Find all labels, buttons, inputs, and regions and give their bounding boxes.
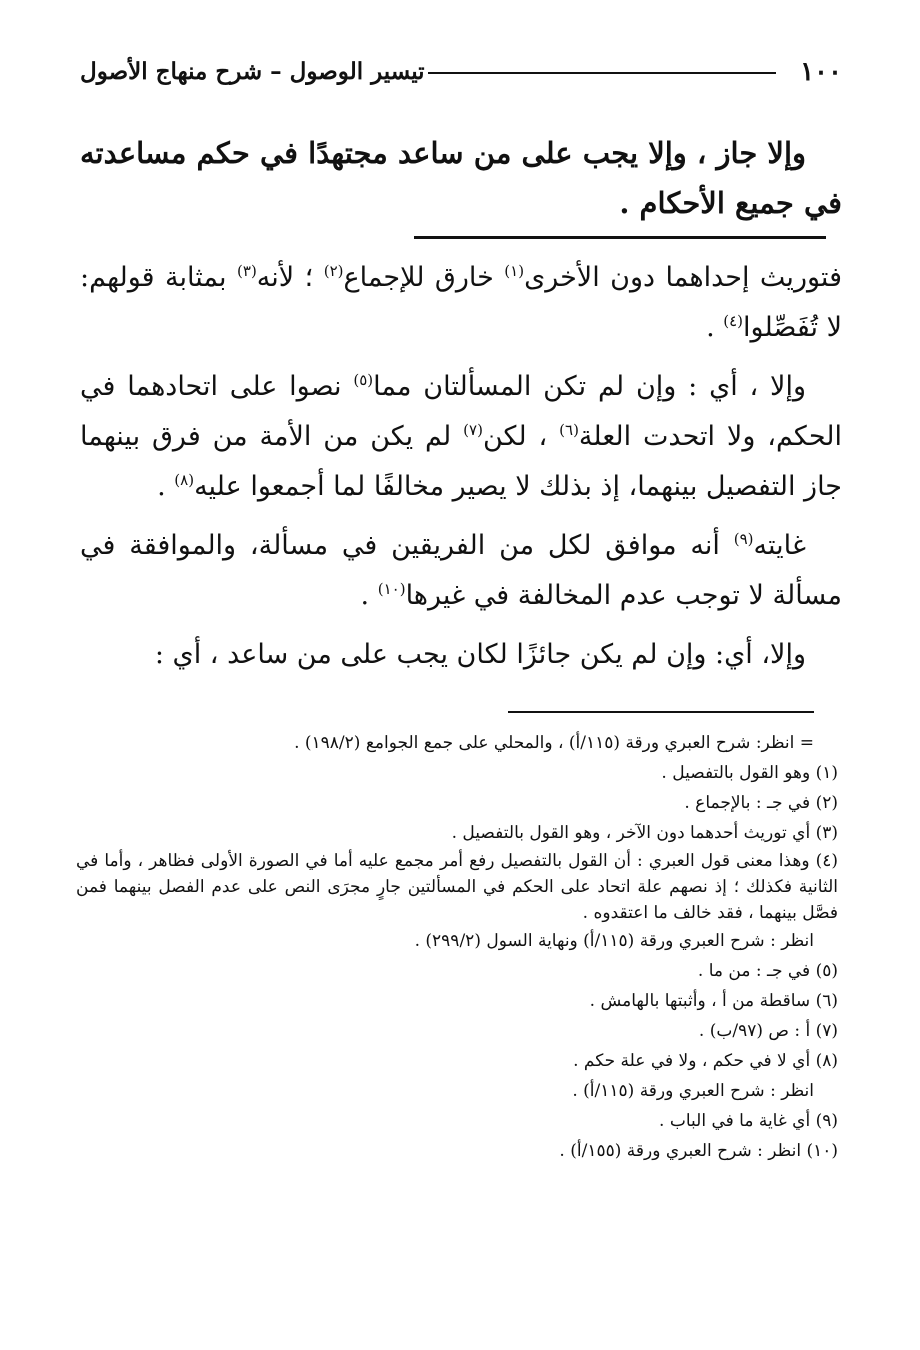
matn-separator-rule — [414, 236, 826, 239]
commentary-text: نصوا على اتحادهما في الحكم، ولا اتحدت العلة — [80, 371, 842, 452]
footnote-separator-rule — [508, 711, 814, 713]
footnote-ref-4: (٤) — [723, 312, 744, 330]
header-rule — [428, 72, 776, 74]
footnote-7: (٧) أ : ص (٩٧/ب) . — [698, 1021, 838, 1041]
commentary-paragraph-2 — [80, 362, 842, 512]
commentary-text: خارق للإجماع — [343, 262, 505, 293]
commentary-text: . — [706, 312, 724, 343]
footnote-6: (٦) ساقطة من أ ، وأثبتها بالهامش . — [589, 991, 838, 1011]
commentary-text: غايته — [753, 530, 806, 561]
footnote-ref-6: (٦) — [559, 421, 579, 439]
footnote-10: (١٠) انظر : شرح العبري ورقة (١٥٥/أ) . — [559, 1141, 838, 1161]
commentary-paragraph-4 — [80, 630, 842, 680]
footnote-ref-5: (٥) — [353, 371, 374, 389]
matn-paragraph: وإلا جاز ، وإلا يجب على من ساعد مجتهدًا في حكم مساعدته في جميع الأحكام . — [80, 136, 842, 220]
matn-text-block — [80, 128, 842, 228]
book-title: تيسير الوصول – شرح منهاج الأصول — [80, 58, 425, 85]
footnote-ref-1: (١) — [504, 262, 525, 280]
footnotes-section — [76, 728, 838, 1166]
commentary-text: ؛ لأنه — [256, 262, 324, 293]
footnote-ref-3: (٣) — [237, 262, 257, 280]
footnote-4-source: انظر : شرح العبري ورقة (١١٥/أ) ونهاية السول (٢٩٩/٢) . — [414, 931, 814, 951]
footnote-8-source: انظر : شرح العبري ورقة (١١٥/أ) . — [572, 1081, 814, 1101]
footnote-3: (٣) أي توريث أحدهما دون الآخر ، وهو القول بالتفصيل . — [451, 823, 838, 843]
footnote-ref-2: (٢) — [323, 262, 344, 280]
footnote-continuation: = انظر: شرح العبري ورقة (١١٥/أ) ، والمحلي على جمع الجوامع (١٩٨/٢) . — [294, 733, 814, 753]
footnote-9: (٩) أي غاية ما في الباب . — [659, 1111, 838, 1131]
commentary-text: . — [157, 471, 175, 502]
commentary-text: أنه موافق لكل من الفريقين في مسألة، والموافقة في مسألة لا توجب عدم المخالفة في غيرها — [80, 530, 842, 611]
commentary-text: وإلا ، أي : وإن لم تكن المسألتان مما — [373, 371, 806, 402]
page-number: ١٠٠ — [800, 57, 842, 87]
commentary-text-block — [80, 253, 842, 689]
footnote-4: (٤) وهذا معنى قول العبري : أن القول بالتفصيل رفع أمر مجمع عليه أما في الصورة الأولى فظاهر ، وأما في الثانية فكذلك ؛ إذ نصهم علة اتحاد على الحكم في المسألتين جارٍ مجرَى النص على عدم الفصل بينهما فمن فصَّل بينهما ، فقد خالف ما اعتقدوه . — [76, 851, 838, 923]
footnote-5: (٥) في جـ : من ما . — [697, 961, 838, 981]
footnote-2: (٢) في جـ : بالإجماع . — [684, 793, 838, 813]
commentary-paragraph-1 — [80, 253, 842, 353]
commentary-text: بمثابة قولهم: لا تُفَصِّلوا — [80, 262, 842, 343]
commentary-text: وإلا، أي: وإن لم يكن جائزًا لكان يجب على من ساعد ، أي : — [154, 639, 806, 670]
footnote-ref-10: (١٠) — [377, 580, 406, 598]
footnote-8: (٨) أي لا في حكم ، ولا في علة حكم . — [573, 1051, 838, 1071]
commentary-text: فتوريث إحداهما دون الأخرى — [524, 262, 842, 293]
commentary-text: لم يكن من الأمة من فرق بينهما جاز التفصيل بينهما، إذ بذلك لا يصير مخالفًا لما أجمعوا عليه — [80, 421, 842, 502]
footnote-ref-8: (٨) — [174, 471, 195, 489]
commentary-text: . — [360, 580, 378, 611]
footnote-1: (١) وهو القول بالتفصيل . — [661, 763, 838, 783]
running-head — [80, 52, 842, 92]
commentary-text: ، لكن — [482, 421, 560, 452]
footnote-ref-7: (٧) — [463, 421, 483, 439]
commentary-paragraph-3 — [80, 521, 842, 621]
footnote-ref-9: (٩) — [733, 530, 754, 548]
